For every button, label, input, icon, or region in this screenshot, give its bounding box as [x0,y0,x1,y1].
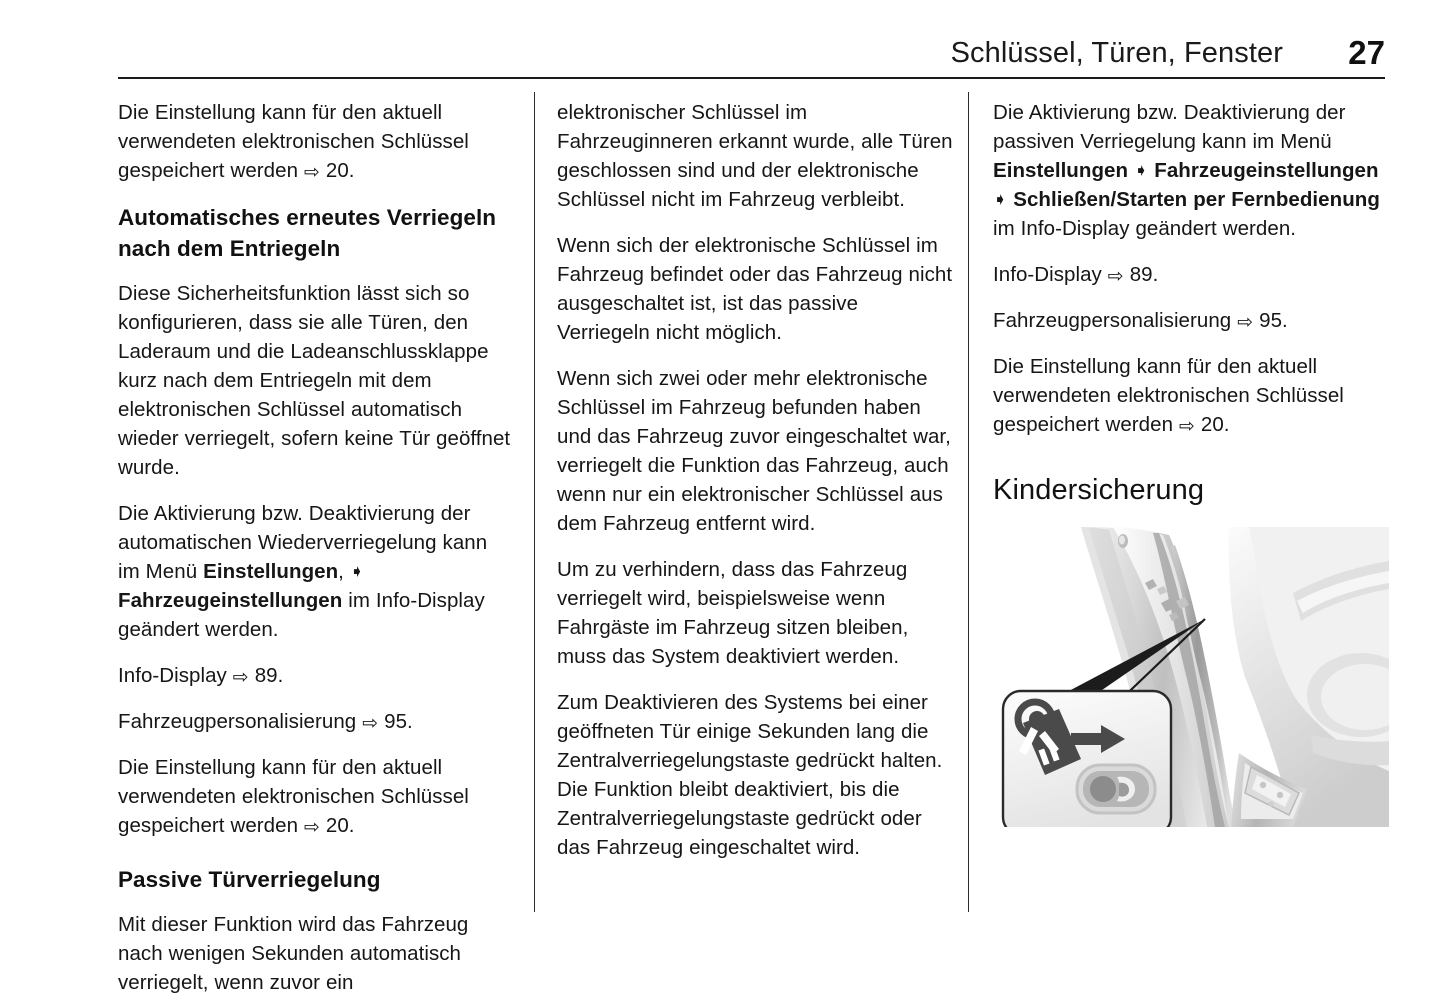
page-reference-arrow-icon: ⇨ [1107,265,1124,287]
sub-heading-passive-locking: Passive Türverriegelung [118,867,381,892]
column-divider-1 [534,92,535,912]
child-lock-illustration [993,527,1389,827]
menu-name-fahrzeugeinstellungen: Fahrzeugeinstellungen [1154,159,1379,182]
page-reference-arrow-icon: ⇨ [232,666,249,688]
page-reference-target: 89. [254,664,284,687]
paragraph-personalisation-ref [993,306,1389,335]
page-header [118,36,1385,80]
paragraph-info-display-ref [118,661,514,690]
paragraph-text: Die Einstellung kann für den aktuell verwendeten elektronischen Schlüssel gespeichert werden [118,756,469,837]
header-divider-rule [118,77,1385,79]
paragraph-key-detected: elektronischer Schlüssel im Fahrzeuginneren erkannt wurde, alle Türen geschlossen sind und der elektronische Schlüssel nicht im Fahrzeug verbleibt. [557,101,953,211]
page-reference-target: 20. [325,159,355,182]
paragraph-auto-relock-description: Diese Sicherheitsfunktion lässt sich so konfigurieren, dass sie alle Türen, den Laderaum und die Ladeanschlussklappe kurz nach dem Entriegeln mit dem elektronischen Schlüssel automatisch wieder verriegelt, sofern keine Tür geöffnet wurde. [118,282,511,479]
page-reference-target: 20. [1200,413,1230,436]
menu-name-fahrzeugeinstellungen: Fahrzeugeinstellungen [118,589,343,612]
page-reference-arrow-icon: ⇨ [1178,415,1195,437]
page-reference-target: 95. [1259,309,1288,332]
sub-heading-auto-relock: Automatisches erneutes Verriegeln nach dem Entriegeln [118,205,497,261]
paragraph-text: Die Einstellung kann für den aktuell verwendeten elektronischen Schlüssel gespeichert werden [993,355,1344,436]
menu-name-einstellungen: Einstellungen [203,560,339,583]
page-reference-arrow-icon: ⇨ [303,161,320,183]
paragraph-key-inside-vehicle: Wenn sich der elektronische Schlüssel im Fahrzeug befindet oder das Fahrzeug nicht ausgeschaltet ist, ist das passive Verriegeln nicht möglich. [557,234,953,344]
paragraph-setting-stored-1 [118,98,514,185]
content-columns [0,98,1445,994]
paragraph-text: Die Aktivierung bzw. Deaktivierung der passiven Verriegelung kann im Menü [993,101,1346,153]
paragraph-info-display-ref [993,260,1389,289]
paragraph-auto-relock-menu-path [118,499,514,644]
page-reference-target: 95. [384,710,413,733]
page-title: Schlüssel, Türen, Fenster [950,37,1283,69]
paragraph-passive-locking-menu-path [993,98,1389,243]
paragraph-setting-stored-3 [993,352,1389,439]
paragraph-passive-locking-intro: Mit dieser Funktion wird das Fahrzeug nach wenigen Sekunden automatisch verriegelt, wenn zuvor ein [118,913,469,994]
paragraph-text: Die Aktivierung bzw. Deaktivierung der automatischen Wiederverriegelung kann im Menü [118,502,488,583]
paragraph-setting-stored-2 [118,753,514,840]
menu-name-einstellungen: Einstellungen [993,159,1129,182]
page-reference-arrow-icon: ⇨ [1237,311,1254,333]
menu-name-schliessen-starten: Schließen/Starten per Fernbedienung [1013,188,1380,211]
page-reference-target: 89. [1129,263,1159,286]
paragraph-text: Fahrzeugpersonalisierung [993,309,1238,332]
column-2 [557,98,953,862]
page-reference-arrow-icon: ⇨ [362,712,379,734]
section-heading-kindersicherung: Kindersicherung [993,474,1205,506]
paragraph-text: im Info-Display geändert werden. [993,217,1297,240]
paragraph-personalisation-ref [118,707,514,736]
paragraph-text: , [338,560,350,583]
paragraph-text: im Info-Display geändert werden. [118,589,485,641]
column-3 [993,98,1389,827]
paragraph-text: Info-Display [118,664,233,687]
menu-path-arrow-icon: ➧ [349,562,365,582]
paragraph-deactivate-system: Zum Deaktivieren des Systems bei einer geöffneten Tür einige Sekunden lang die Zentralverriegelungstaste gedrückt halten. Die Funktion bleibt deaktiviert, bis die Zentralverriegelungstaste gedrückt oder das Fahrzeug eingeschaltet wird. [557,691,943,859]
column-1 [118,98,514,997]
paragraph-text: Info-Display [993,263,1108,286]
menu-path-arrow-icon: ➧ [993,190,1008,210]
page-number: 27 [1348,34,1385,71]
page-reference-arrow-icon: ⇨ [303,816,320,838]
page-reference-target: 20. [325,814,355,837]
paragraph-text: Die Einstellung kann für den aktuell verwendeten elektronischen Schlüssel gespeichert werden [118,101,469,182]
paragraph-text: Fahrzeugpersonalisierung [118,710,363,733]
paragraph-two-or-more-keys: Wenn sich zwei oder mehr elektronische Schlüssel im Fahrzeug befunden haben und das Fahrzeug zuvor eingeschaltet war, verriegelt die Funktion das Fahrzeug, auch wenn nur ein elektronischer Schlüssel aus dem Fahrzeug entfernt wird. [557,367,951,535]
paragraph-prevent-locking: Um zu verhindern, dass das Fahrzeug verriegelt wird, beispielsweise wenn Fahrgäste im Fahrzeug sitzen bleiben, muss das System deaktiviert werden. [557,558,909,668]
column-divider-2 [968,92,969,912]
menu-path-arrow-icon: ➧ [1134,161,1149,181]
